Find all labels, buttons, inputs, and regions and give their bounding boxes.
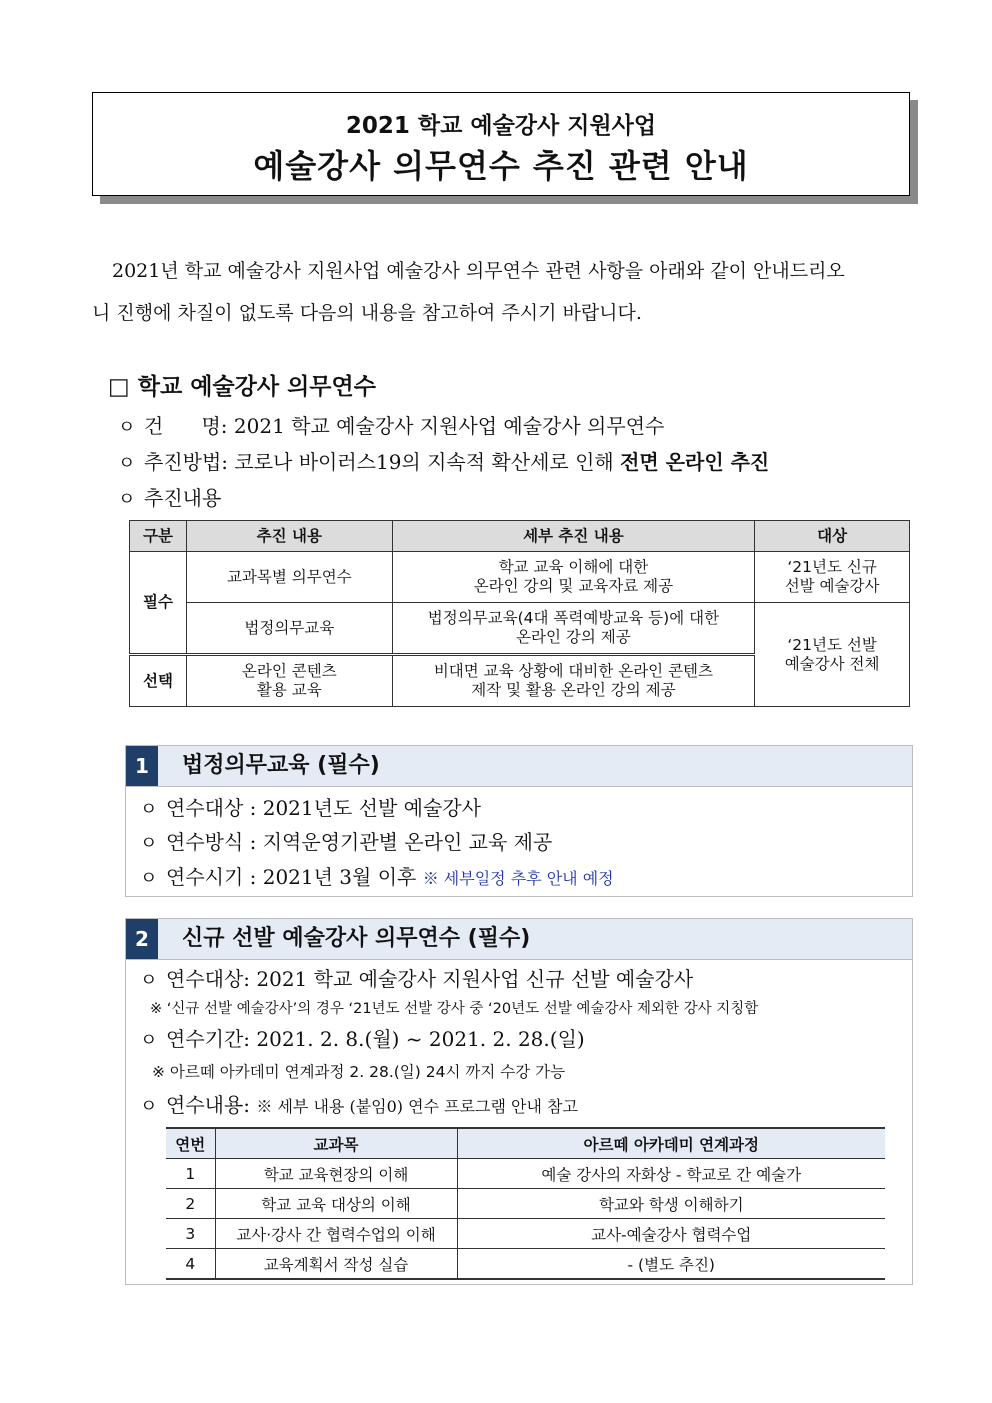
- course-table: [166, 1127, 885, 1280]
- header-cell: 연번: [166, 1128, 215, 1159]
- section-heading: [108, 368, 376, 401]
- bullet-circle-icon: ㅇ: [140, 1096, 158, 1117]
- header-cell: 추진 내용: [186, 521, 392, 552]
- header-cell: 교과목: [215, 1128, 457, 1159]
- section-2-header: [126, 919, 912, 960]
- bullet-circle-icon: ㅇ: [118, 489, 136, 510]
- section-1-title: 법정의무교육 (필수): [182, 753, 380, 778]
- section-2-item: ㅇ 연수기간: 2021. 2. 8.(월) ~ 2021. 2. 28.(일): [140, 1027, 585, 1051]
- section-2-item-note: ※ 세부 내용 (붙임0) 연수 프로그램 안내 참고: [256, 1097, 578, 1116]
- category-cell: 필수: [130, 552, 187, 655]
- table-row: 3 교사·강사 간 협력수업의 이해 교사-예술강사 협력수업: [166, 1219, 885, 1249]
- header-cell: 구분: [130, 521, 187, 552]
- table-header-row: [166, 1128, 885, 1159]
- detail-cell: 법정의무교육(4대 폭력예방교육 등)에 대한 온라인 강의 제공: [392, 603, 755, 655]
- section-1-item: ㅇ 연수방식 : 지역운영기관별 온라인 교육 제공: [140, 830, 553, 854]
- bold-emphasis: 전면 온라인 추진: [620, 450, 770, 474]
- section-2-note: ※ 아르떼 아카데미 연계과정 2. 28.(일) 24시 까지 수강 가능: [152, 1063, 566, 1081]
- bullet-circle-icon: ㅇ: [140, 1030, 158, 1051]
- content-cell: 법정의무교육: [186, 603, 392, 655]
- section-heading-text: 학교 예술강사 의무연수: [137, 373, 376, 400]
- content-cell: 교과목별 의무연수: [186, 552, 392, 603]
- schedule-note: ※ 세부일정 추후 안내 예정: [422, 869, 614, 888]
- section-2-item: ㅇ 연수내용: ※ 세부 내용 (붙임0) 연수 프로그램 안내 참고: [140, 1093, 578, 1117]
- bullet-item-content: ㅇ 추진내용: [118, 486, 222, 510]
- section-1-item: ㅇ 연수대상 : 2021년도 선발 예술강사: [140, 796, 481, 820]
- section-1-box: [125, 745, 913, 897]
- header-cell: 세부 추진 내용: [392, 521, 755, 552]
- table-header-row: [130, 521, 910, 552]
- checkbox-square-icon: □: [108, 373, 130, 400]
- bullet-item-method: ㅇ 추진방법: 코로나 바이러스19의 지속적 확산세로 인해 전면 온라인 추진: [118, 450, 770, 474]
- plan-table: [129, 520, 910, 707]
- table-row: [130, 603, 910, 655]
- bullet-circle-icon: ㅇ: [140, 799, 158, 820]
- title-subtitle: 2021 학교 예술강사 지원사업: [345, 113, 657, 139]
- content-cell: 온라인 콘텐츠 활용 교육: [186, 655, 392, 707]
- section-number: 2: [126, 919, 158, 959]
- bullet-circle-icon: ㅇ: [118, 453, 136, 474]
- intro-line-2: 니 진행에 차질이 없도록 다음의 내용을 참고하여 주시기 바랍니다.: [92, 302, 642, 324]
- section-2-note: ※ ‘신규 선발 예술강사’의 경우 ‘21년도 선발 강사 중 ‘20년도 선발 예술강사 제외한 강사 지칭함: [150, 1001, 759, 1017]
- table-row: 2 학교 교육 대상의 이해 학교와 학생 이해하기: [166, 1189, 885, 1219]
- bullet-circle-icon: ㅇ: [140, 970, 158, 991]
- target-cell: ‘21년도 선발 예술강사 전체: [755, 603, 910, 707]
- detail-cell: 비대면 교육 상황에 대비한 온라인 콘텐츠 제작 및 활용 온라인 강의 제공: [392, 655, 755, 707]
- section-2-box: [125, 918, 913, 1285]
- table-row: 4 교육계획서 작성 실습 - (별도 추진): [166, 1249, 885, 1280]
- table-row: [130, 552, 910, 603]
- bullet-item-name: ㅇ 건 명: 2021 학교 예술강사 지원사업 예술강사 의무연수: [118, 414, 665, 438]
- table-row: 1 학교 교육현장의 이해 예술 강사의 자화상 - 학교로 간 예술가: [166, 1159, 885, 1189]
- category-cell: 선택: [130, 655, 187, 707]
- bullet-circle-icon: ㅇ: [118, 417, 136, 438]
- bullet-circle-icon: ㅇ: [140, 868, 158, 889]
- intro-paragraph: [92, 250, 918, 334]
- section-2-title: 신규 선발 예술강사 의무연수 (필수): [182, 926, 531, 951]
- header-cell: 아르떼 아카데미 연계과정: [457, 1128, 885, 1159]
- title-box: [92, 92, 910, 196]
- section-1-header: [126, 746, 912, 787]
- intro-line-1: 2021년 학교 예술강사 지원사업 예술강사 의무연수 관련 사항을 아래와 같이 안내드리오: [112, 260, 845, 282]
- detail-cell: 학교 교육 이해에 대한 온라인 강의 및 교육자료 제공: [392, 552, 755, 603]
- section-2-item: ㅇ 연수대상: 2021 학교 예술강사 지원사업 신규 선발 예술강사: [140, 967, 694, 991]
- header-cell: 대상: [755, 521, 910, 552]
- page-title: 예술강사 의무연수 추진 관련 안내: [253, 147, 749, 185]
- section-number: 1: [126, 746, 158, 786]
- bullet-circle-icon: ㅇ: [140, 833, 158, 854]
- section-1-item: ㅇ 연수시기 : 2021년 3월 이후 ※ 세부일정 추후 안내 예정: [140, 865, 614, 889]
- target-cell: ‘21년도 신규 선발 예술강사: [755, 552, 910, 603]
